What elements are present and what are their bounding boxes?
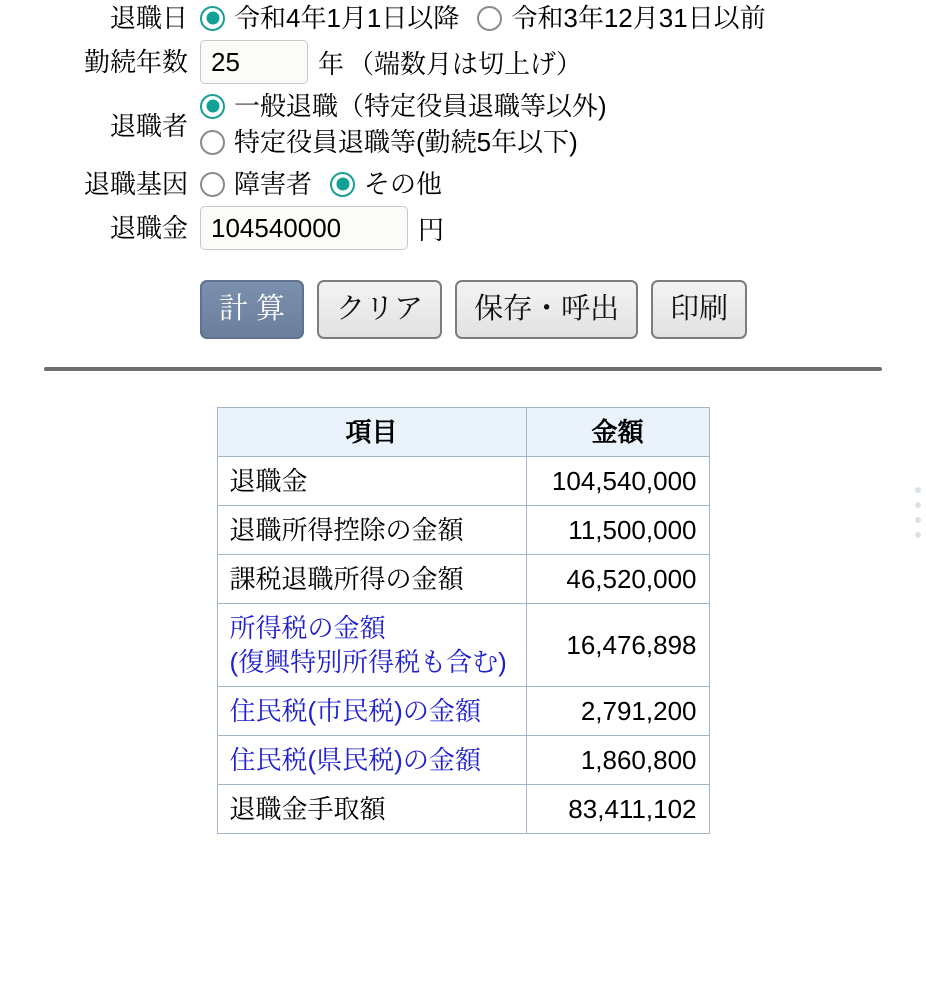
row-item-label: 課税退職所得の金額 [217, 555, 526, 604]
row-item-label: 退職所得控除の金額 [217, 506, 526, 555]
radio-option-other[interactable] [330, 168, 442, 200]
retirement-date-options [200, 2, 926, 34]
table-header-row [217, 408, 709, 457]
retirement-allowance-label: 退職金 [109, 213, 188, 243]
years-of-service-input[interactable] [200, 40, 308, 84]
retirement-cause-label: 退職基因 [83, 169, 188, 199]
radio-option-specific-officer[interactable] [200, 126, 578, 158]
result-table [217, 407, 710, 834]
clear-button[interactable]: クリア [317, 280, 442, 339]
row-item-label-income-tax[interactable] [217, 604, 526, 687]
table-row [217, 604, 709, 687]
radio-icon[interactable] [200, 172, 225, 197]
retirement-allowance-body [200, 206, 926, 250]
table-row [217, 457, 709, 506]
years-of-service-label: 勤続年数 [83, 47, 188, 77]
radio-icon[interactable] [200, 6, 225, 31]
table-header-item: 項目 [217, 408, 526, 457]
retiree-type-options [200, 90, 926, 162]
table-row [217, 785, 709, 834]
row-item-amount: 2,791,200 [526, 687, 709, 736]
print-button[interactable]: 印刷 [651, 280, 747, 339]
radio-icon[interactable] [477, 6, 502, 31]
scroll-indicator[interactable] [915, 487, 921, 538]
row-item-label: 退職金 [217, 457, 526, 506]
retirement-date-label: 退職日 [109, 3, 188, 33]
row-item-amount: 104,540,000 [526, 457, 709, 506]
years-unit: 年 [318, 48, 345, 79]
radio-option-label: 特定役員退職等(勤続5年以下) [234, 127, 578, 157]
calculate-button[interactable]: 計 算 [200, 280, 304, 339]
retirement-allowance-row [0, 206, 926, 250]
save-recall-button[interactable]: 保存・呼出 [455, 280, 638, 339]
form-button-row [0, 280, 926, 339]
row-item-label: 退職金手取額 [217, 785, 526, 834]
yen-unit: 円 [418, 214, 445, 245]
table-row [217, 687, 709, 736]
radio-option-reiwa4-after[interactable] [200, 2, 459, 34]
row-item-label-main: 所得税の金額 [229, 613, 386, 643]
table-header-amount: 金額 [526, 408, 709, 457]
radio-option-label: 障害者 [234, 169, 313, 199]
retiree-type-row [0, 90, 926, 162]
row-item-amount: 1,860,800 [526, 736, 709, 785]
radio-icon[interactable] [200, 94, 225, 119]
retirement-date-row [0, 2, 926, 34]
years-of-service-body [200, 40, 926, 84]
row-item-amount: 16,476,898 [526, 604, 709, 687]
row-item-label-prefectural-tax[interactable]: 住民税(県民税)の金額 [217, 736, 526, 785]
row-item-label-city-tax[interactable]: 住民税(市民税)の金額 [217, 687, 526, 736]
section-divider [44, 367, 882, 371]
years-note: （端数月は切上げ） [348, 48, 583, 79]
retiree-type-label: 退職者 [109, 111, 188, 141]
radio-option-label: 令和3年12月31日以前 [511, 3, 766, 33]
row-item-amount: 11,500,000 [526, 506, 709, 555]
scroll-dot [915, 487, 921, 493]
radio-icon[interactable] [330, 172, 355, 197]
row-item-amount: 83,411,102 [526, 785, 709, 834]
years-of-service-row [0, 40, 926, 84]
retirement-cause-options [200, 168, 926, 200]
scroll-dot [915, 532, 921, 538]
radio-option-reiwa3-before[interactable] [477, 2, 765, 34]
radio-icon[interactable] [200, 130, 225, 155]
radio-option-label: 令和4年1月1日以降 [234, 3, 460, 33]
retirement-allowance-input[interactable] [200, 206, 408, 250]
table-row [217, 736, 709, 785]
radio-option-general-retirement[interactable] [200, 90, 607, 122]
scroll-dot [915, 517, 921, 523]
radio-option-label: 一般退職（特定役員退職等以外) [234, 91, 607, 121]
retirement-tax-form [0, 0, 926, 371]
scroll-dot [915, 502, 921, 508]
retirement-cause-row [0, 168, 926, 200]
radio-option-label: その他 [364, 169, 443, 199]
row-item-label-sub: (復興特別所得税も含む) [229, 647, 507, 677]
table-row [217, 506, 709, 555]
result-table-wrap [0, 407, 926, 834]
radio-option-disabled[interactable] [200, 168, 312, 200]
table-row [217, 555, 709, 604]
row-item-amount: 46,520,000 [526, 555, 709, 604]
